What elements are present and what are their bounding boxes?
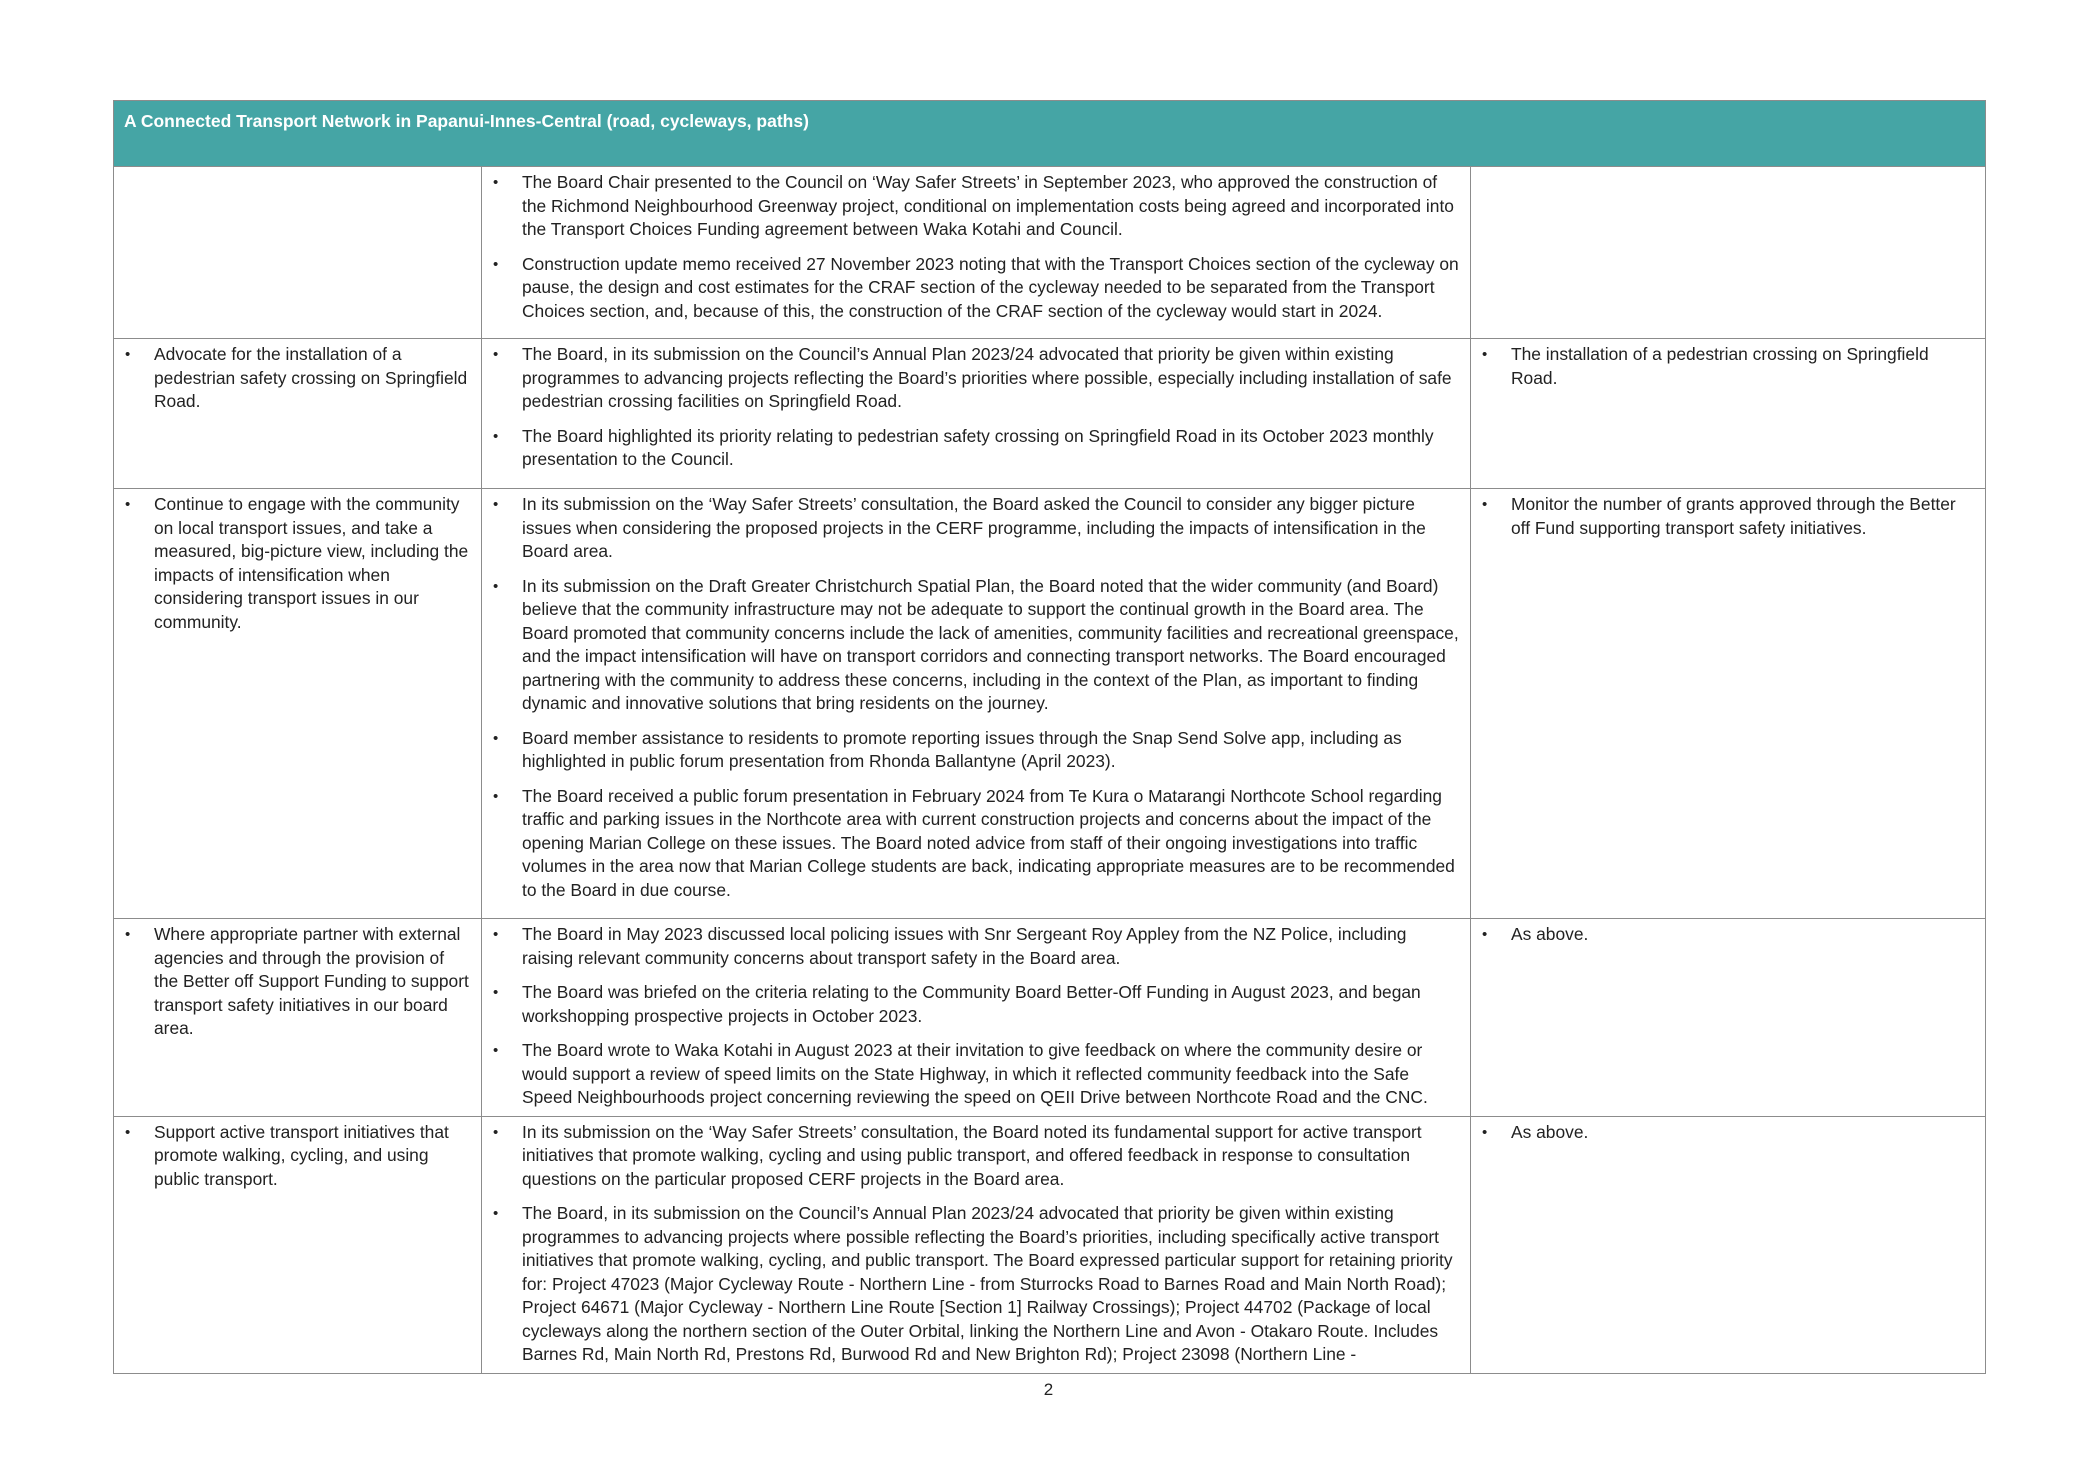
objective-cell xyxy=(114,339,482,489)
bullet-item: • The installation of a pedestrian crossing on Springfield Road. xyxy=(1471,343,1975,390)
progress-cell xyxy=(482,919,1471,1117)
bullet-item: • Support active transport initiatives that promote walking, cycling, and using public transport. xyxy=(114,1121,471,1192)
bullet-item: • As above. xyxy=(1471,923,1975,947)
bullet-item: • Construction update memo received 27 November 2023 noting that with the Transport Choices section of the cycleway on pause, the design and cost estimates for the CRAF section of the cycleway needed to be separated from the Transport Choices section, and, because of this, the construction of the CRAF section of the cycleway would start in 2024. xyxy=(482,253,1460,324)
bullet-list xyxy=(114,1117,481,1198)
bullet-item: • As above. xyxy=(1471,1121,1975,1145)
bullet-list xyxy=(482,339,1470,478)
bullet-list xyxy=(482,919,1470,1116)
table-header-row xyxy=(114,101,1986,167)
table-row xyxy=(114,339,1986,489)
bullet-list xyxy=(1471,489,1985,546)
objective-cell xyxy=(114,167,482,339)
table-row xyxy=(114,489,1986,919)
bullet-list xyxy=(482,489,1470,908)
bullet-item: • The Board Chair presented to the Council on ‘Way Safer Streets’ in September 2023, who approved the construction of the Richmond Neighbourhood Greenway project, conditional on implementation costs being agreed and incorporated into the Transport Choices Funding agreement between Waka Kotahi and Council. xyxy=(482,171,1460,242)
bullet-list xyxy=(482,167,1470,329)
bullet-item: • The Board wrote to Waka Kotahi in August 2023 at their invitation to give feedback on where the community desire or would support a review of speed limits on the State Highway, in which it reflected community feedback into the Safe Speed Neighbourhoods project concerning reviewing the speed on QEII Drive between Northcote Road and the CNC. xyxy=(482,1039,1460,1110)
bullet-list xyxy=(114,339,481,420)
measures-cell xyxy=(1471,1116,1986,1373)
table-header-title: A Connected Transport Network in Papanui-Innes-Central (road, cycleways, paths) xyxy=(114,101,1986,167)
bullet-item: • The Board, in its submission on the Council’s Annual Plan 2023/24 advocated that priority be given within existing programmes to advancing projects reflecting the Board’s priorities where possible, especially including installation of safe pedestrian crossing facilities on Springfield Road. xyxy=(482,343,1460,414)
bullet-item: • The Board received a public forum presentation in February 2024 from Te Kura o Matarangi Northcote School regarding traffic and parking issues in the Northcote area with current construction projects and concerns about the impact of the opening Marian College on these issues. The Board noted advice from staff of their ongoing investigations into traffic volumes in the area now that Marian College students are back, indicating appropriate measures are to be recommended to the Board in due course. xyxy=(482,785,1460,903)
bullet-item: • In its submission on the Draft Greater Christchurch Spatial Plan, the Board noted that the wider community (and Board) believe that the community infrastructure may not be adequate to support the continual growth in the Board area. The Board promoted that community concerns include the lack of amenities, community facilities and recreational greenspace, and the impact intensification will have on transport corridors and connecting transport networks. The Board encouraged partnering with the community to address these concerns, including in the context of the Plan, as important to finding dynamic and innovative solutions that bring residents on the journey. xyxy=(482,575,1460,716)
progress-cell xyxy=(482,339,1471,489)
bullet-item: • The Board was briefed on the criteria relating to the Community Board Better-Off Funding in August 2023, and began workshopping prospective projects in October 2023. xyxy=(482,981,1460,1028)
objective-cell xyxy=(114,489,482,919)
bullet-item: • In its submission on the ‘Way Safer Streets’ consultation, the Board noted its fundamental support for active transport initiatives that promote walking, cycling and using public transport, and offered feedback in response to consultation questions on the particular proposed CERF projects in the Board area. xyxy=(482,1121,1460,1192)
bullet-item: • The Board in May 2023 discussed local policing issues with Snr Sergeant Roy Appley from the NZ Police, including raising relevant community concerns about transport safety in the Board area. xyxy=(482,923,1460,970)
progress-cell xyxy=(482,167,1471,339)
table-row xyxy=(114,919,1986,1117)
page-number: 2 xyxy=(1043,1380,1054,1399)
measures-cell xyxy=(1471,919,1986,1117)
bullet-item: • Advocate for the installation of a pedestrian safety crossing on Springfield Road. xyxy=(114,343,471,414)
table-row xyxy=(114,1116,1986,1373)
progress-cell xyxy=(482,1116,1471,1373)
measures-cell xyxy=(1471,167,1986,339)
bullet-item: • The Board highlighted its priority relating to pedestrian safety crossing on Springfield Road in its October 2023 monthly presentation to the Council. xyxy=(482,425,1460,472)
table-body xyxy=(114,167,1986,1374)
objective-cell xyxy=(114,919,482,1117)
bullet-item: • Monitor the number of grants approved through the Better off Fund supporting transport safety initiatives. xyxy=(1471,493,1975,540)
table-row xyxy=(114,167,1986,339)
bullet-list xyxy=(114,919,481,1047)
transport-network-table xyxy=(113,100,1986,1374)
progress-cell xyxy=(482,489,1471,919)
bullet-item: • In its submission on the ‘Way Safer Streets’ consultation, the Board asked the Council to consider any bigger picture issues when considering the proposed projects in the CERF programme, including the impacts of intensification in the Board area. xyxy=(482,493,1460,564)
measures-cell xyxy=(1471,489,1986,919)
bullet-list xyxy=(482,1117,1470,1373)
bullet-list xyxy=(114,489,481,640)
bullet-item: • Board member assistance to residents to promote reporting issues through the Snap Send Solve app, including as highlighted in public forum presentation from Rhonda Ballantyne (April 2023). xyxy=(482,727,1460,774)
objective-cell xyxy=(114,1116,482,1373)
bullet-item: • The Board, in its submission on the Council’s Annual Plan 2023/24 advocated that priority be given within existing programmes to advancing projects where possible reflecting the Board’s priorities, including specifically active transport initiatives that promote walking, cycling, and public transport. The Board expressed particular support for retaining priority for: Project 47023 (Major Cycleway Route - Northern Line - from Sturrocks Road to Barnes Road and Main North Road); Project 64671 (Major Cycleway - Northern Line Route [Section 1] Railway Crossings); Project 44702 (Package of local cycleways along the northern section of the Outer Orbital, linking the Northern Line and Avon - Otakaro Route. Includes Barnes Rd, Main North Rd, Prestons Rd, Burwood Rd and New Brighton Rd); Project 23098 (Northern Line - xyxy=(482,1202,1460,1367)
measures-cell xyxy=(1471,339,1986,489)
bullet-list xyxy=(1471,1117,1985,1151)
bullet-item: • Continue to engage with the community on local transport issues, and take a measured, big-picture view, including the impacts of intensification when considering transport issues in our community. xyxy=(114,493,471,634)
bullet-list xyxy=(1471,919,1985,953)
bullet-list xyxy=(1471,339,1985,396)
bullet-item: • Where appropriate partner with external agencies and through the provision of the Better off Support Funding to support transport safety initiatives in our board area. xyxy=(114,923,471,1041)
